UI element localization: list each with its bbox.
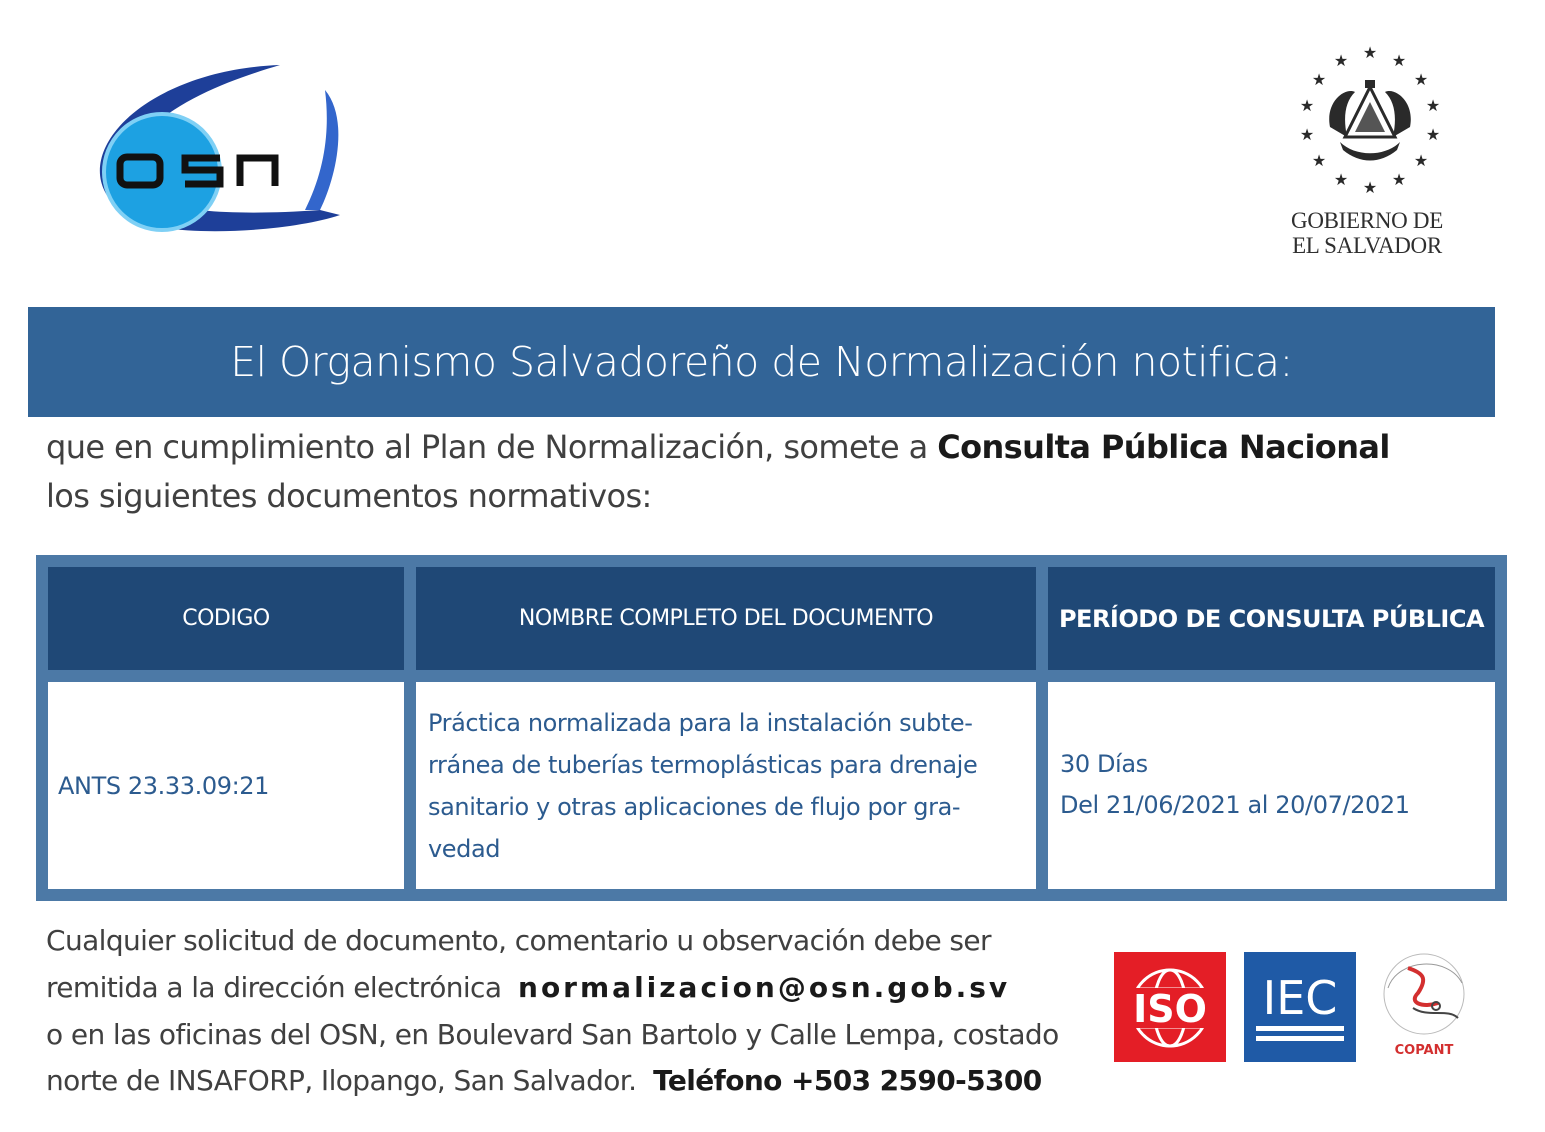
svg-text:★: ★ (1333, 170, 1349, 189)
svg-text:★: ★ (1311, 70, 1327, 89)
svg-text:★: ★ (1299, 96, 1315, 115)
header-name: NOMBRE COMPLETO DEL DOCUMENTO (416, 567, 1036, 670)
intro-line-2: los siguientes documentos normativos: (46, 477, 652, 515)
notice-banner (28, 307, 1495, 417)
osn-logo (80, 60, 350, 240)
document-name-line: vedad (428, 835, 501, 863)
copant-logo-text: COPANT (1394, 1043, 1454, 1058)
svg-text:★: ★ (1413, 151, 1429, 170)
svg-text:★: ★ (1425, 96, 1441, 115)
cell-code (48, 682, 404, 889)
document-name-line: Práctica normalizada para la instalación subte- (428, 709, 973, 737)
consultation-duration: 30 Días (1060, 750, 1148, 778)
government-name-line2: EL SALVADOR (1292, 233, 1442, 258)
contact-email-link[interactable]: normalizacion@osn.gob.sv (518, 971, 1011, 1004)
government-name-line1: GOBIERNO DE (1291, 208, 1443, 233)
svg-text:★: ★ (1299, 125, 1315, 144)
svg-text:★: ★ (1425, 125, 1441, 144)
intro-bold: Consulta Pública Nacional (937, 428, 1390, 466)
iso-globe-icon (1114, 952, 1226, 1062)
document-name-line: rránea de tuberías termoplásticas para drenaje (428, 751, 978, 779)
svg-text:★: ★ (1413, 70, 1429, 89)
cell-name (416, 682, 1036, 889)
svg-text:★: ★ (1391, 51, 1407, 70)
documents-table (36, 555, 1507, 901)
footer-text: norte de INSAFORP, Ilopango, San Salvador. (46, 1064, 637, 1097)
iso-logo (1114, 952, 1226, 1062)
consultation-dates: Del 21/06/2021 al 20/07/2021 (1060, 791, 1410, 819)
footer-line-2 (46, 965, 1126, 1011)
footer-line-1: Cualquier solicitud de documento, comentario u observación debe ser (46, 924, 991, 957)
footer-text: remitida a la dirección electrónica (46, 971, 502, 1004)
intro-text: que en cumplimiento al Plan de Normalización, somete a (46, 428, 928, 466)
iso-logo-text: ISO (1133, 987, 1207, 1031)
contact-phone: Teléfono +503 2590-5300 (653, 1064, 1042, 1097)
header-code: CODIGO (48, 567, 404, 670)
svg-text:★: ★ (1362, 43, 1378, 62)
iec-logo (1244, 952, 1356, 1062)
intro-line-1 (46, 428, 1466, 466)
footer-line-4 (46, 1058, 1126, 1104)
government-seal-icon (1285, 42, 1455, 207)
footer-line-3: o en las oficinas del OSN, en Boulevard San Bartolo y Calle Lempa, costado (46, 1018, 1059, 1051)
svg-text:★: ★ (1362, 178, 1378, 197)
cell-period (1048, 682, 1495, 889)
document-code: ANTS 23.33.09:21 (58, 771, 269, 800)
iec-logo-text: IEC (1262, 971, 1338, 1025)
document-name-line: sanitario y otras aplicaciones de flujo por gra- (428, 793, 961, 821)
svg-text:★: ★ (1311, 151, 1327, 170)
header-period: PERÍODO DE CONSULTA PÚBLICA (1048, 567, 1495, 670)
banner-title: El Organismo Salvadoreño de Normalización notifica: (230, 338, 1293, 386)
svg-text:★: ★ (1391, 170, 1407, 189)
copant-logo (1378, 948, 1470, 1060)
svg-text:★: ★ (1333, 51, 1349, 70)
iec-mark-icon (1244, 952, 1356, 1062)
